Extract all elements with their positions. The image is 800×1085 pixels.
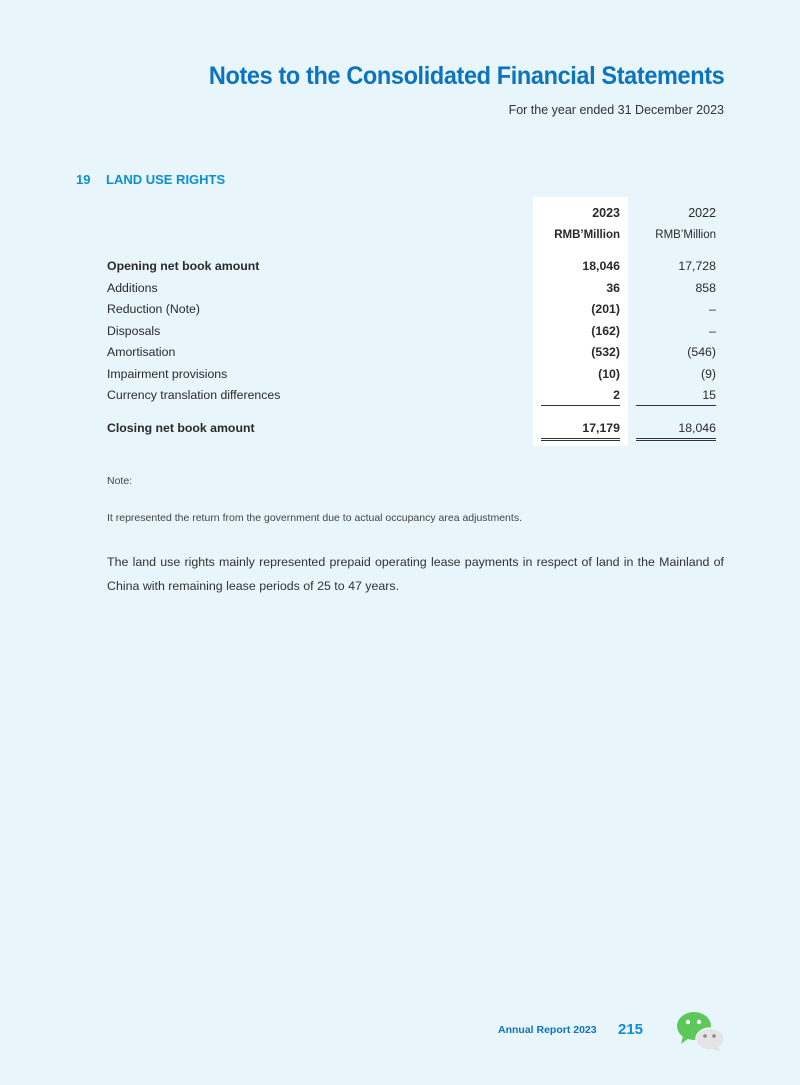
table-row [0, 302, 800, 322]
row-label: Impairment provisions [107, 367, 228, 381]
wechat-icon [675, 1010, 725, 1052]
table-row [0, 345, 800, 365]
value-2022: (546) [687, 345, 716, 359]
table-header-2022-unit: RMB’Million [655, 229, 716, 241]
value-2023: (201) [591, 302, 620, 316]
table-header-2023-year: 2023 [592, 206, 620, 220]
value-2022: 15 [702, 388, 716, 402]
value-2023: 36 [606, 281, 620, 295]
table-row [0, 281, 800, 301]
page-header-title: Notes to the Consolidated Financial Statements [208, 62, 724, 90]
table-header-2022-year: 2022 [688, 206, 716, 220]
total-value-2022: 18,046 [678, 421, 716, 435]
value-2023: (532) [591, 345, 620, 359]
value-2022: 858 [695, 281, 716, 295]
row-label: Reduction (Note) [107, 302, 200, 316]
total-value-2023: 17,179 [582, 421, 620, 435]
description-paragraph: The land use rights mainly represented prepaid operating lease payments in respect of land in the Mainland of China with remaining lease periods of 25 to 47 years. [107, 555, 724, 593]
value-2022: (9) [700, 367, 716, 381]
row-label: Additions [107, 281, 158, 295]
table-row [0, 367, 800, 387]
footer-page-number: 215 [618, 1021, 644, 1038]
total-label: Closing net book amount [107, 421, 255, 435]
section-title: LAND USE RIGHTS [106, 172, 226, 187]
value-2022: – [709, 324, 716, 338]
total-double-rule-2023 [541, 438, 620, 441]
row-label: Currency translation differences [107, 388, 281, 402]
value-2023: 2 [613, 388, 620, 402]
value-2023: 18,046 [582, 259, 620, 273]
row-label: Opening net book amount [107, 259, 260, 273]
row-label: Disposals [107, 324, 161, 338]
row-label: Amortisation [107, 345, 176, 359]
note-text: It represented the return from the government due to actual occupancy area adjustments. [107, 512, 522, 524]
table-row [0, 259, 800, 279]
total-double-rule-2022 [636, 438, 716, 441]
subtotal-rule-2023 [541, 405, 620, 406]
page-header-subtitle: For the year ended 31 December 2023 [508, 103, 724, 117]
subtotal-rule-2022 [636, 405, 716, 406]
value-2022: – [709, 302, 716, 316]
note-label: Note: [107, 475, 133, 487]
table-header-2023-unit: RMB’Million [554, 229, 620, 241]
section-number: 19 [76, 172, 91, 187]
footer-report-label: Annual Report 2023 [498, 1024, 597, 1036]
section-heading [76, 172, 225, 187]
value-2023: (10) [598, 367, 620, 381]
value-2022: 17,728 [678, 259, 716, 273]
value-2023: (162) [591, 324, 620, 338]
table-row [0, 324, 800, 344]
